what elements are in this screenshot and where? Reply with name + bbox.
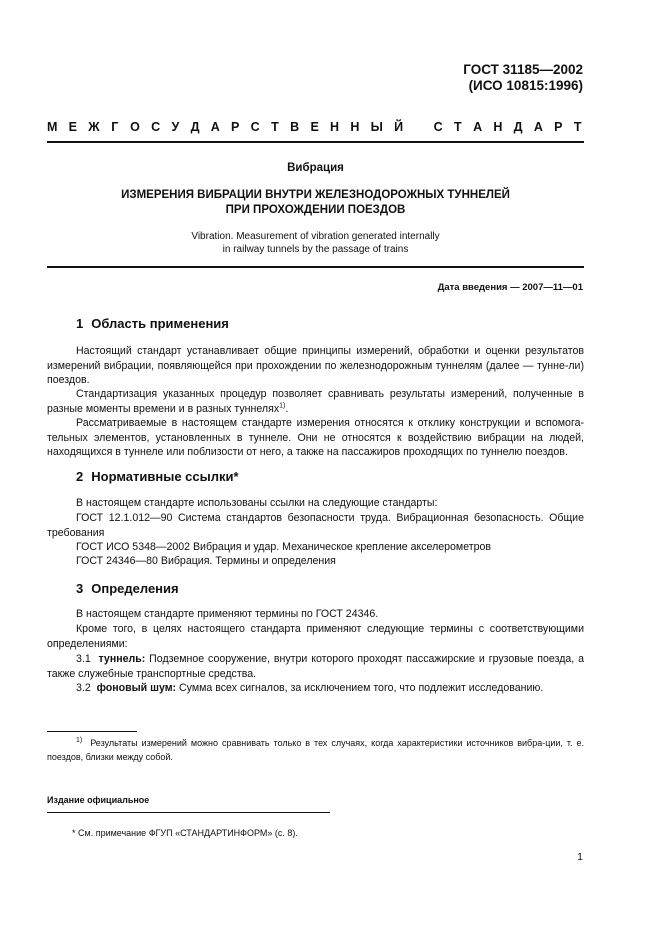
banner-letter: С	[151, 120, 161, 134]
section-1-number: 1	[76, 316, 84, 331]
banner-letter: Г	[111, 120, 119, 134]
section-1-paragraph-3: Рассматриваемые в настоящем стандарте измерения относятся к отклику конструкции и вспомога-тельных элементов, установленных в туннеле. Они не относятся к воздействию вибрации на людей, находящихся в туннеле или поблизости от него, а также на пассажиров проходящих по туннелю поездов.	[47, 417, 584, 458]
title-main	[47, 188, 584, 218]
section-1-title: Область применения	[91, 316, 229, 331]
banner-letter: С	[250, 120, 260, 134]
title-english	[47, 230, 584, 256]
section-1-heading	[76, 316, 229, 331]
normative-reference-2: ГОСТ ИСО 5348—2002 Вибрация и удар. Механическое крепление акселерометров	[76, 541, 492, 553]
definition-3-1	[47, 652, 584, 681]
footnote	[47, 737, 584, 764]
title-main-line2: ПРИ ПРОХОЖДЕНИИ ПОЕЗДОВ	[225, 204, 406, 216]
banner-letter: Т	[454, 120, 462, 134]
definition-3-2	[47, 681, 584, 696]
official-edition-rule	[47, 812, 330, 813]
definition-3-2-number: 3.2	[76, 682, 91, 694]
title-subject: Вибрация	[287, 162, 344, 174]
introduction-date: Дата введения — 2007—11—01	[437, 282, 583, 293]
banner-letter: М	[47, 120, 58, 134]
definition-3-1-text: Подземное сооружение, внутри которого проходят пассажирские и грузовые поезда, а также служебные транспортные средства.	[47, 653, 584, 680]
banner-letter: А	[473, 120, 483, 134]
definition-3-1-number: 3.1	[76, 653, 91, 665]
section-2-heading	[76, 469, 239, 484]
official-edition-label: Издание официальное	[47, 795, 150, 805]
section-2-number: 2	[76, 469, 84, 484]
banner-letter: Р	[554, 120, 563, 134]
banner-letter: Н	[330, 120, 340, 134]
section-3-paragraph-2: Кроме того, в целях настоящего стандарта применяют следующие термины с соответствующими определениями:	[47, 623, 584, 650]
section-3-number: 3	[76, 581, 84, 596]
footnote-marker: 1)	[76, 737, 83, 744]
footnote-rule	[47, 731, 137, 732]
footnote-reference: 1)	[279, 401, 286, 409]
gost-number: ГОСТ 31185—2002	[463, 62, 583, 77]
banner-letter: Н	[350, 120, 360, 134]
normative-reference-1: ГОСТ 12.1.012—90 Система стандартов безопасности труда. Вибрационная безопасность. Общие требования	[47, 512, 584, 539]
header-rule	[47, 141, 584, 143]
title-main-line1: ИЗМЕРЕНИЯ ВИБРАЦИИ ВНУТРИ ЖЕЛЕЗНОДОРОЖНЫХ ТУННЕЛЕЙ	[121, 189, 510, 201]
section-2-intro: В настоящем стандарте использованы ссылки на следующие стандарты:	[76, 497, 438, 509]
section-3-paragraph-1: В настоящем стандарте применяют термины по ГОСТ 24346.	[76, 608, 379, 620]
bottom-note: * См. примечание ФГУП «СТАНДАРТИНФОРМ» (с. 8).	[72, 828, 298, 838]
definition-3-2-text: Сумма всех сигналов, за исключением того, что подлежит исследованию.	[179, 682, 544, 694]
normative-reference-3: ГОСТ 24346—80 Вибрация. Термины и определения	[76, 555, 336, 567]
banner-letter: Р	[231, 120, 240, 134]
section-1-paragraph-2	[47, 387, 584, 416]
document-number-block	[463, 62, 583, 94]
banner-letter: О	[130, 120, 140, 134]
banner-letter: А	[533, 120, 543, 134]
banner-letter: Й	[394, 120, 404, 134]
banner-letter: С	[433, 120, 443, 134]
page-number: 1	[577, 851, 583, 863]
banner-letter: Д	[190, 120, 200, 134]
banner-letter: Ы	[370, 120, 383, 134]
banner-letter: Т	[573, 120, 582, 134]
section-2-title: Нормативные ссылки*	[91, 469, 239, 484]
banner-letter	[414, 120, 422, 134]
title-english-line1: Vibration. Measurement of vibration generated internally	[191, 231, 440, 242]
section-1-paragraph-2-text: Стандартизация указанных процедур позволяет сравнивать результаты измерений, полученные в разные моменты времени и в разных туннелях	[47, 388, 584, 415]
banner-letter: Т	[271, 120, 279, 134]
banner-letter: Ж	[88, 120, 100, 134]
title-rule	[47, 266, 584, 268]
banner-letter: Е	[310, 120, 319, 134]
section-3-heading	[76, 581, 179, 596]
banner-letter: У	[171, 120, 180, 134]
iso-number: (ИСО 10815:1996)	[468, 78, 583, 93]
banner-letter: В	[290, 120, 300, 134]
footnote-text: Результаты измерений можно сравнивать только в тех случаях, когда характеристики источников вибра-ции, т. е. поездов, близки между собой.	[47, 738, 584, 762]
definition-3-2-term: фоновый шум:	[96, 682, 177, 694]
banner-letter: Е	[68, 120, 78, 134]
section-3-title: Определения	[91, 581, 179, 596]
definition-3-1-term: туннель:	[98, 653, 146, 665]
section-1-paragraph-1: Настоящий стандарт устанавливает общие принципы измерений, обработки и оценки результатов измерений вибрации, появляющейся при прохождении по железнодорожным туннелям (далее — тунне-ли) поездов.	[47, 345, 584, 386]
section-1-paragraph-2-end: .	[285, 402, 289, 415]
title-english-line2: in railway tunnels by the passage of trains	[222, 244, 409, 255]
standard-type-banner	[47, 120, 582, 134]
banner-letter: Д	[513, 120, 523, 134]
banner-letter: А	[210, 120, 220, 134]
banner-letter: Н	[493, 120, 503, 134]
